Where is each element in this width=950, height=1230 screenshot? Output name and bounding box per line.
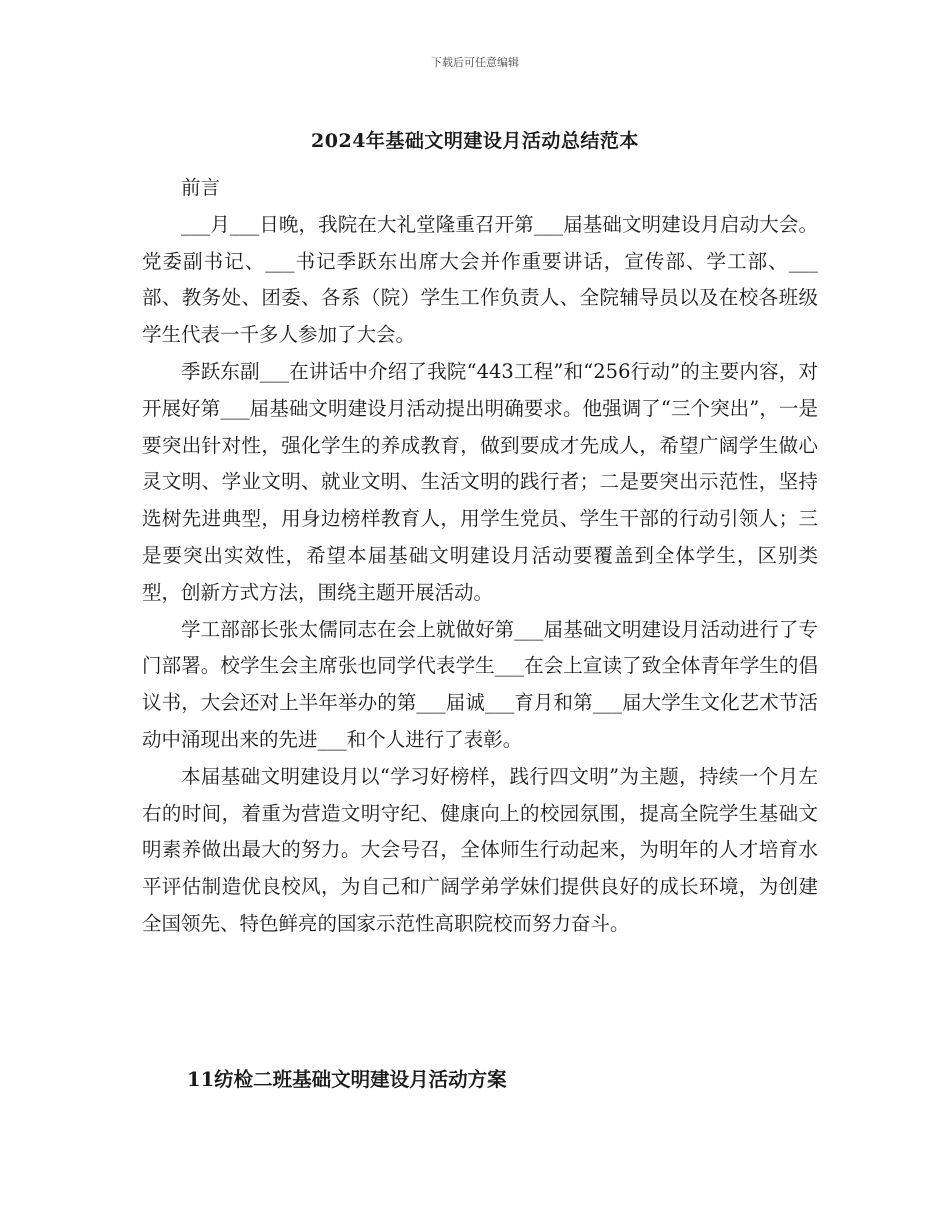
preface-label: 前言 — [181, 176, 221, 199]
document-body — [142, 170, 818, 943]
header-note: 下载后可任意编辑 — [431, 56, 519, 69]
paragraph-4: 本届基础文明建设月以“学习好榜样，践行四文明”为主题，持续一个月左右的时间，着重为营造文明守纪、健康向上的校园氛围，提高全院学生基础文明素养做出最大的努力。大会号召，全体师生行动起来，为明年的人才培育水平评估制造优良校风，为自己和广阔学弟学妹们提供良好的成长环境，为创建全国领先、特色鲜亮的国家示范性高职院校而努力奋斗。 — [142, 764, 818, 935]
paragraph-2: 季跃东副___在讲话中介绍了我院“443工程”和“256行动”的主要内容，对开展好第___届基础文明建设月活动提出明确要求。他强调了“三个突出”，一是要突出针对性，强化学生的养成教育，做到要成才先成人，希望广阔学生做心灵文明、学业文明、就业文明、生活文明的践行者；二是要突出示范性，坚持选树先进典型，用身边榜样教育人，用学生党员、学生干部的行动引领人；三是要突出实效性，希望本届基础文明建设月活动要覆盖到全体学生，区别类型，创新方式方法，围绕主题开展活动。 — [142, 359, 818, 604]
paragraph-3: 学工部部长张太儒同志在会上就做好第___届基础文明建设月活动进行了专门部署。校学生会主席张也同学代表学生___在会上宣读了致全体青年学生的倡议书，大会还对上半年举办的第___届诚___育月和第___届大学生文化艺术节活动中涌现出来的先进___和个人进行了表彰。 — [142, 617, 818, 751]
section-heading: 11纺检二班基础文明建设月活动方案 — [187, 1068, 507, 1091]
paragraph-1: ___月___日晚，我院在大礼堂隆重召开第___届基础文明建设月启动大会。党委副书记、___书记季跃东出席大会并作重要讲话，宣传部、学工部、___部、教务处、团委、各系（院）学生工作负责人、全院辅导员以及在校各班级学生代表一千多人参加了大会。 — [142, 212, 818, 347]
document-title: 2024年基础文明建设月活动总结范本 — [311, 130, 639, 152]
